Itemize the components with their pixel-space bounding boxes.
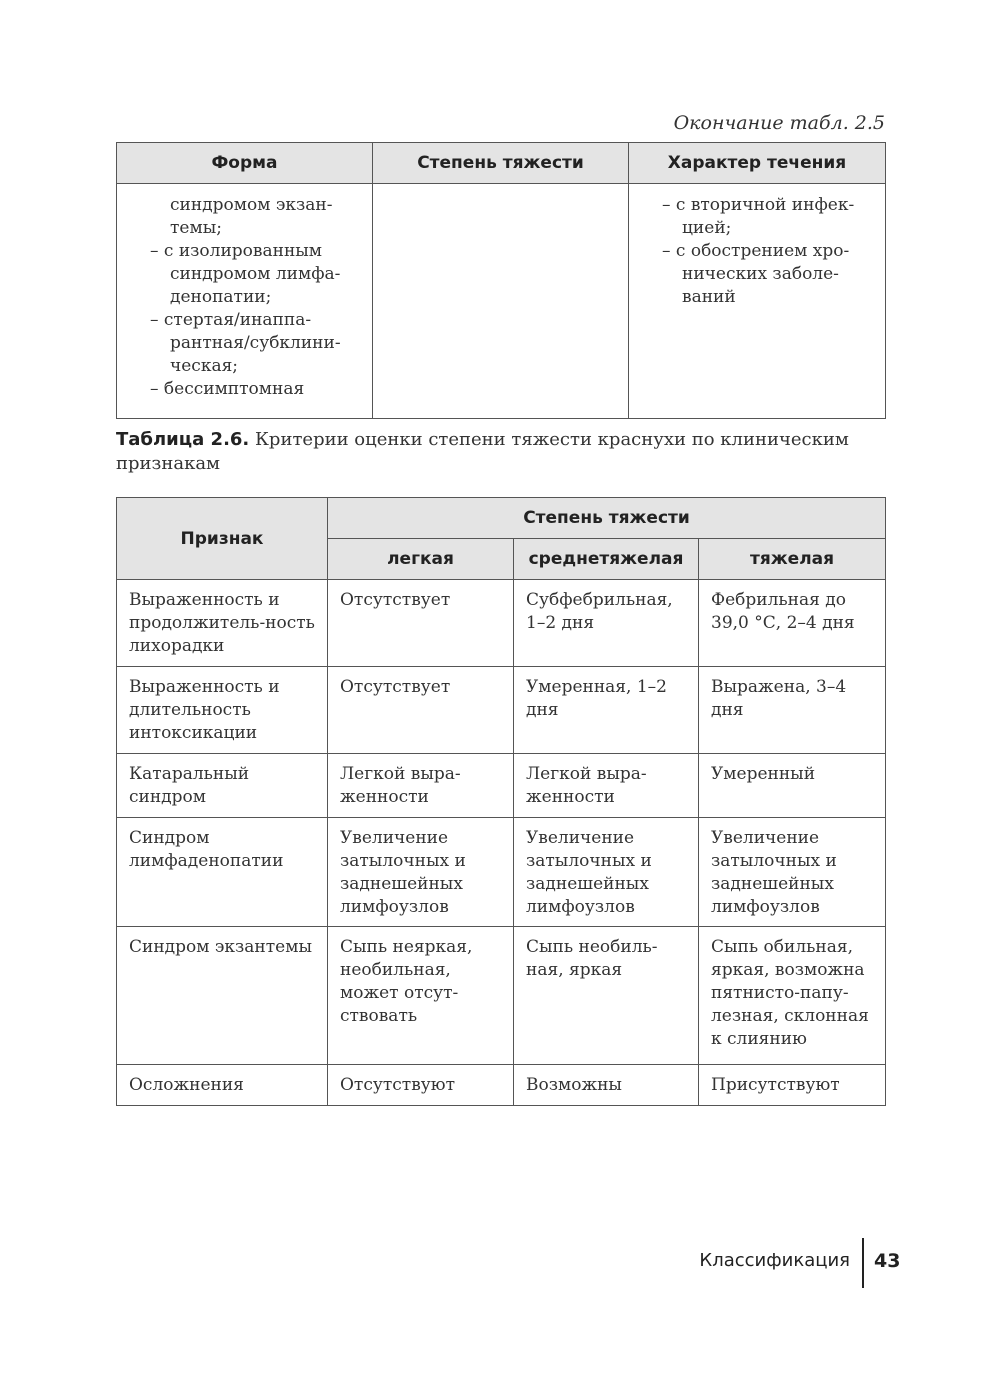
table-row: [117, 818, 886, 927]
sign-cell: Выраженность и продолжитель-ность лихорадки: [117, 580, 328, 667]
list-item: – стертая/инаппа-рантная/субклини-ческая;: [150, 310, 341, 376]
list-item: – с обострением хро-нических заболе-ваний: [662, 241, 850, 307]
table-row: [117, 927, 886, 1065]
header-form: Форма: [117, 143, 373, 184]
mild-cell: Отсутствуют: [328, 1065, 514, 1106]
caption-text: Критерии оценки степени тяжести краснухи по клиническим признакам: [116, 429, 849, 474]
header-sign: Признак: [117, 498, 328, 580]
footer-divider: [862, 1238, 864, 1288]
caption-label: Таблица 2.6.: [116, 429, 250, 450]
list-item: – с вторичной инфек-цией;: [662, 195, 855, 238]
table-row: [117, 580, 886, 667]
table-continuation-label: Окончание табл. 2.5: [673, 112, 885, 134]
sign-cell: Выраженность и длительность интоксикации: [117, 667, 328, 754]
severe-cell: Присутствуют: [699, 1065, 886, 1106]
mild-cell: Легкой выра-женности: [328, 754, 514, 818]
form-list: [150, 194, 358, 401]
severity-cell: [373, 184, 629, 419]
table-row: [117, 1065, 886, 1106]
header-severe: тяжелая: [699, 539, 886, 580]
table-row: [117, 184, 886, 419]
sign-cell: Осложнения: [117, 1065, 328, 1106]
moderate-cell: Сыпь необиль-ная, яркая: [514, 927, 699, 1065]
page-number: 43: [874, 1250, 901, 1272]
table-2-6: [116, 497, 886, 1106]
severe-cell: Выражена, 3–4 дня: [699, 667, 886, 754]
moderate-cell: Увеличение затылочных и заднешейных лимфоузлов: [514, 818, 699, 927]
sign-cell: Синдром экзантемы: [117, 927, 328, 1065]
sign-cell: Синдром лимфаденопатии: [117, 818, 328, 927]
table-row: [117, 667, 886, 754]
sign-cell: Катаральный синдром: [117, 754, 328, 818]
header-mild: легкая: [328, 539, 514, 580]
footer-section-title: Классификация: [699, 1250, 850, 1271]
table-2-5-continuation: [116, 142, 886, 419]
mild-cell: Увеличение затылочных и заднешейных лимфоузлов: [328, 818, 514, 927]
list-item: – с изолированным синдромом лимфа-денопатии;: [150, 241, 341, 307]
moderate-cell: Умеренная, 1–2 дня: [514, 667, 699, 754]
severe-cell: Умеренный: [699, 754, 886, 818]
severe-cell: Фебрильная до 39,0 °С, 2–4 дня: [699, 580, 886, 667]
table-header-row: [117, 498, 886, 539]
list-item: – бессимптомная: [150, 379, 305, 399]
mild-cell: Отсутствует: [328, 667, 514, 754]
course-cell: [629, 184, 886, 419]
moderate-cell: Легкой выра-женности: [514, 754, 699, 818]
moderate-cell: Субфебрильная, 1–2 дня: [514, 580, 699, 667]
severe-cell: Увеличение затылочных и заднешейных лимфоузлов: [699, 818, 886, 927]
mild-cell: Отсутствует: [328, 580, 514, 667]
form-cell: [117, 184, 373, 419]
list-item: синдромом экзан-темы;: [170, 195, 333, 238]
table-caption: [116, 428, 885, 476]
header-moderate: среднетяжелая: [514, 539, 699, 580]
header-severity: Степень тяжести: [373, 143, 629, 184]
moderate-cell: Возможны: [514, 1065, 699, 1106]
severe-cell: Сыпь обильная, яркая, возможна пятнисто-папу-лезная, склонная к слиянию: [699, 927, 886, 1065]
table-header-row: [117, 143, 886, 184]
header-severity: Степень тяжести: [328, 498, 886, 539]
course-list: [662, 194, 871, 309]
table-row: [117, 754, 886, 818]
mild-cell: Сыпь неяркая, необильная, может отсут-ствовать: [328, 927, 514, 1065]
header-course: Характер течения: [629, 143, 886, 184]
